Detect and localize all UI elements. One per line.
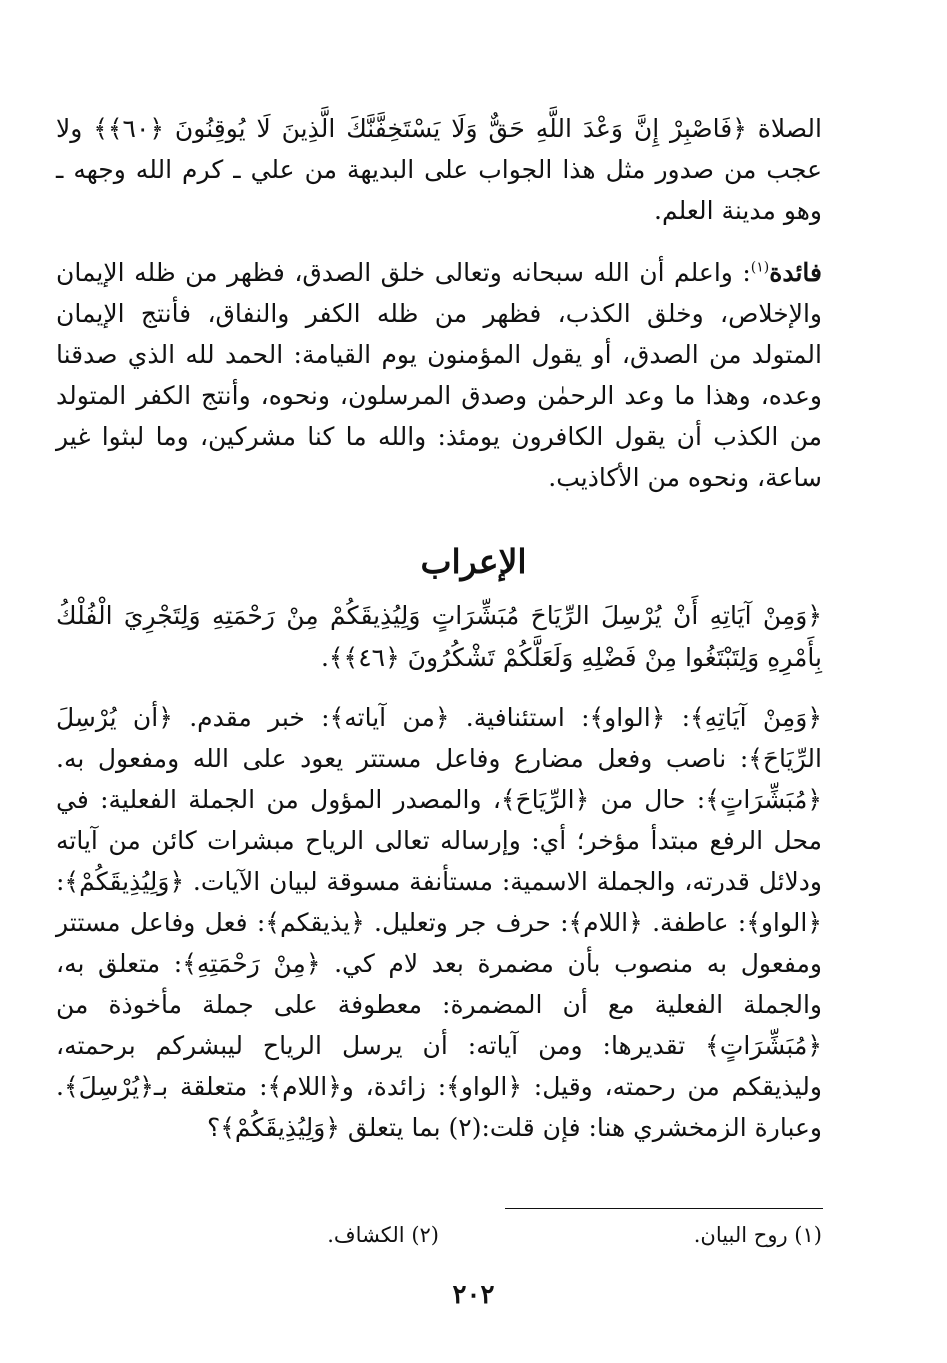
page-number: ٢٠٢	[452, 1280, 495, 1310]
paragraph-2-text	[56, 252, 822, 498]
benefit-label: فائدة	[769, 258, 822, 287]
section-heading: الإعراب	[420, 542, 527, 581]
paragraph-1-text: الصلاة ﴿فَاصْبِرْ إِنَّ وَعْدَ اللَّهِ حَقٌّ وَلَا يَسْتَخِفَّنَّكَ الَّذِينَ لَا يُوقِنُونَ ﴿٦٠﴾﴾ ولا عجب من صدور مثل هذا الجواب على البديهة من علي ـ كرم الله وجهه ـ وهو مدينة العلم.	[56, 114, 822, 225]
footnote-1: (١) روح البيان.	[693, 1223, 822, 1247]
footnote-2: (٢) الكشاف.	[327, 1223, 439, 1247]
paragraph-2	[56, 252, 822, 498]
benefit-text: : واعلم أن الله سبحانه وتعالى خلق الصدق، فظهر من ظله الإيمان والإخلاص، وخلق الكذب، فظهر من ظله الكفر والنفاق، فأنتج الإيمان المتولد من الصدق، أو يقول المؤمنون يوم القيامة: الحمد لله الذي صدقنا وعده، وهذا ما وعد الرحمٰن وصدق المرسلون، ونحوه، وأنتج الكفر المتولد من الكذب أن يقول الكافرون يومئذ: والله ما كنا مشركين، وما لبثوا غير ساعة، ونحوه من الأكاذيب.	[56, 258, 822, 492]
footnote-divider	[505, 1208, 823, 1209]
grammar-analysis-text: ﴿وَمِنْ آيَاتِهِ﴾: ﴿الواو﴾: استئنافية. ﴿من آياته﴾: خبر مقدم. ﴿أن يُرْسِلَ الرِّيَاحَ﴾: ناصب وفعل مضارع وفاعل مستتر يعود على الله ومفعول به. ﴿مُبَشِّرَاتٍ﴾: حال من ﴿الرِّيَاحَ﴾، والمصدر المؤول من الجملة الفعلية: في محل الرفع مبتدأ مؤخر؛ أي: وإرساله تعالى الرياح مبشرات كائن من آياته ودلائل قدرته، والجملة الاسمية: مستأنفة مسوقة لبيان الآيات. ﴿وَلِيُذِيقَكُمْ﴾: ﴿الواو﴾: عاطفة. ﴿اللام﴾: حرف جر وتعليل. ﴿يذيقكم﴾: فعل وفاعل مستتر ومفعول به منصوب بأن مضمرة بعد لام كي. ﴿مِنْ رَحْمَتِهِ﴾: متعلق به، والجملة الفعلية مع أن المضمرة: معطوفة على جملة مأخوذة من ﴿مُبَشِّرَاتٍ﴾ تقديرها: ومن آياته: أن يرسل الرياح ليبشركم برحمته، وليذيقكم من رحمته، وقيل: ﴿الواو﴾: زائدة، و﴿اللام﴾: متعلقة بـ﴿يُرْسِلَ﴾. وعبارة الزمخشري هنا: فإن قلت:(٢) بما يتعلق ﴿وَلِيُذِيقَكُمْ﴾؟	[56, 703, 822, 1142]
footnote-ref-1: (١)	[750, 259, 770, 276]
footnotes	[56, 1218, 822, 1252]
quran-verse: ﴿وَمِنْ آيَاتِهِ أَنْ يُرْسِلَ الرِّيَاحَ مُبَشِّرَاتٍ وَلِيُذِيقَكُمْ مِنْ رَحْمَتِهِ وَلِتَجْرِيَ الْفُلْكُ بِأَمْرِهِ وَلِتَبْتَغُوا مِنْ فَضْلِهِ وَلَعَلَّكُمْ تَشْكُرُونَ ﴿٤٦﴾﴾.	[56, 601, 822, 672]
grammar-analysis	[56, 697, 822, 1148]
paragraph-1	[56, 108, 822, 231]
